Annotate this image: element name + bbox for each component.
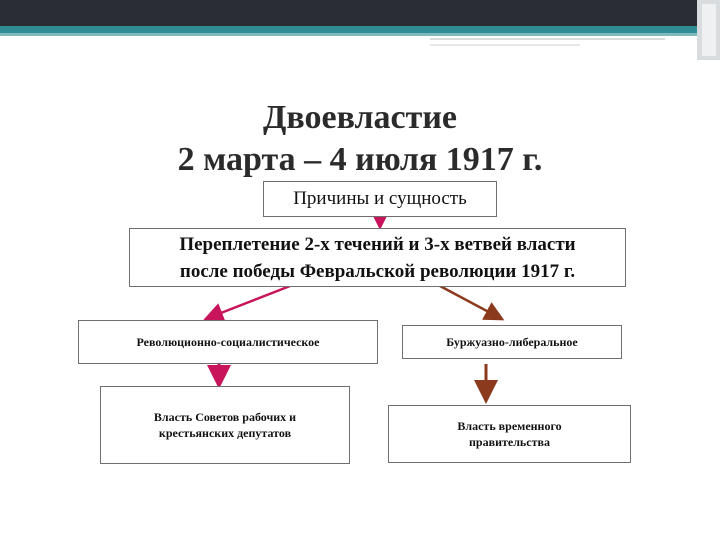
arrow-main-to-right	[440, 286, 500, 318]
right-branch-box	[402, 325, 622, 359]
arrow-main-to-left	[208, 286, 290, 318]
slide-subtitle: 2 марта – 4 июля 1917 г.	[177, 141, 543, 178]
main-description-box	[129, 228, 626, 287]
right-branch-label: Буржуазно-либеральное	[446, 334, 578, 349]
causes-header-box	[263, 181, 497, 217]
slide-title: Двоевластие	[262, 99, 458, 136]
right-result-box	[388, 405, 631, 463]
causes-header-label: Причины и сущность	[293, 188, 467, 209]
main-description-line1: Переплетение 2-х течений и 3-х ветвей власти	[179, 233, 576, 255]
left-branch-box	[78, 320, 378, 364]
left-result-line1: Власть Советов рабочих и	[153, 410, 297, 424]
left-result-box	[100, 386, 350, 464]
right-result-line1: Власть временного	[457, 419, 562, 433]
right-result-line2: правительства	[469, 435, 550, 449]
left-branch-label: Революционно-социалистическое	[136, 334, 320, 349]
main-description-line2: после победы Февральской революции 1917 г.	[179, 260, 576, 282]
left-result-line2: крестьянских депутатов	[158, 426, 292, 440]
